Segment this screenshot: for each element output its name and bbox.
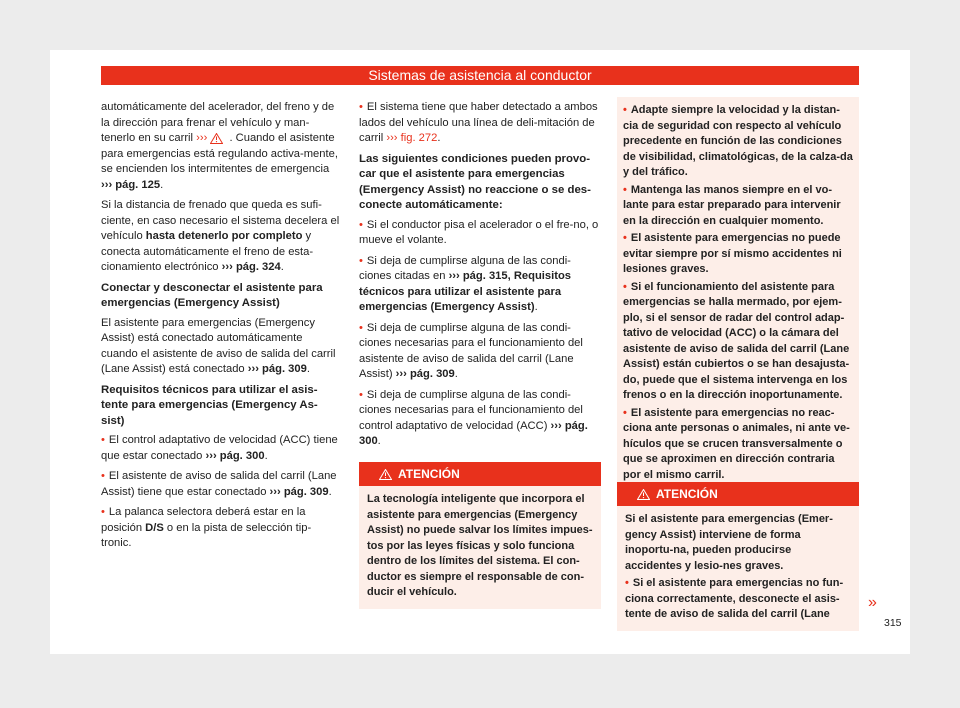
page-ref[interactable]: ››› pág. 309 — [395, 368, 455, 380]
cross-ref[interactable]: ››› — [196, 132, 208, 144]
list-item: • Adapte siempre la velocidad y la distan-cia de seguridad con respecto al vehículo precedente en función de las condiciones de visibilidad, climatológicas, de la calza-da y del tráfico. — [623, 103, 853, 181]
column-2 — [359, 100, 601, 455]
page-ref[interactable]: ››› pág. 309 — [247, 363, 307, 375]
page-ref[interactable]: ››› pág. 324 — [221, 261, 281, 273]
list-item: • Si deja de cumplirse alguna de las condi-ciones necesarias para el funcionamiento del control adaptativo de velocidad (ACC) ››› pág. 300. — [359, 388, 601, 450]
warning-continuation — [617, 97, 859, 491]
column-1 — [101, 100, 341, 557]
warning-body — [617, 506, 859, 631]
page-ref[interactable]: ››› pág. 315, Requisitos técnicos para utilizar el asistente para emergencias (Emergency Assist) — [359, 270, 572, 313]
heading-connect: Conectar y desconectar el asistente para emergencias (Emergency Assist) — [101, 281, 323, 309]
paragraph-2: Si la distancia de frenado que queda es sufi-ciente, en caso necesario el sistema decelera el vehículo hasta detenerlo por completo y conecta automáticamente el freno de esta-cionamiento electrónico ››› pág. 324. — [101, 199, 340, 273]
list-item: • El sistema tiene que haber detectado a ambos lados del vehículo una línea de deli-mitación de carril ››› fig. 272. — [359, 100, 601, 147]
list-item: • Si el asistente para emergencias no fun-ciona correctamente, desconecte el asis-tente de aviso de salida del carril (Lane — [625, 576, 851, 623]
warning-box-2 — [617, 482, 859, 631]
warning-title: ATENCIÓN — [656, 487, 718, 501]
page-ref[interactable]: ››› pág. 300 — [359, 419, 588, 447]
page-ref[interactable]: ››› pág. 300 — [205, 449, 265, 462]
paragraph-1: automáticamente del acelerador, del freno y de la dirección para frenar el vehículo y man-tenerlo en su carril ››› . Cuando el asistente para emergencias está regulando activa-mente, se encienden los intermitentes de emergencia ››› pág. 125. — [101, 101, 338, 191]
list-item: • Si deja de cumplirse alguna de las condi-ciones citadas en ››› pág. 315, Requisitos técnicos para utilizar el asistente para emergencias (Emergency Assist). — [359, 254, 601, 316]
list-item: • Mantenga las manos siempre en el vo-lante para estar preparado para intervenir en la dirección en cualquier momento. — [623, 183, 853, 230]
list-item: • La palanca selectora deberá estar en la posición D/S o en la pista de selección tip-tronic. — [101, 505, 341, 552]
paragraph-3: El asistente para emergencias (Emergency Assist) está conectado automáticamente cuando el asistente de aviso de salida del carril (Lane Assist) está conectado ››› pág. 309. — [101, 316, 336, 375]
heading-requirements: Requisitos técnicos para utilizar el asis-tente para emergencias (Emergency As-sist) — [101, 383, 318, 427]
warning-body — [359, 486, 601, 609]
warning-text: Si el asistente para emergencias (Emer-gency Assist) interviene de forma inoportu-na, pueden producirse accidentes y lesio-nes graves. — [625, 513, 833, 572]
warning-header — [359, 462, 601, 486]
warning-triangle-icon — [210, 133, 223, 144]
page-ref[interactable]: ››› pág. 309 — [269, 485, 329, 498]
warning-box — [359, 462, 601, 609]
heading-conditions: Las siguientes condiciones pueden provo-car que el asistente para emergencias (Emergency Assist) no reaccione o se des-conecte automáticamente: — [359, 152, 591, 211]
list-item: • Si deja de cumplirse alguna de las condi-ciones necesarias para el funcionamiento del asistente de aviso de salida del carril (Lane Assist) ››› pág. 309. — [359, 321, 601, 383]
warning-header — [617, 482, 859, 506]
warning-triangle-icon — [379, 469, 392, 480]
list-item: • El control adaptativo de velocidad (ACC) tiene que estar conectado ››› pág. 300. — [101, 433, 341, 464]
section-header: Sistemas de asistencia al conductor — [101, 66, 859, 85]
column-3 — [617, 97, 859, 491]
continue-mark: » — [868, 594, 877, 611]
warning-text: La tecnología inteligente que incorpora el asistente para emergencias (Emergency Assist) no puede salvar los límites impues-tos por las leyes físicas y solo funciona dentro de los límites del sistema. El con-ductor es siempre el responsable de con-ducir el vehículo. — [367, 493, 593, 598]
list-item: • El asistente de aviso de salida del carril (Lane Assist) tiene que estar conectado ››› pág. 309. — [101, 469, 341, 500]
list-item: • El asistente para emergencias no reac-ciona ante personas o animales, ni ante ve-hículos que se crucen transversalmente o que se aproximen en dirección contraria por el mismo carril. — [623, 406, 853, 484]
figure-ref[interactable]: ››› fig. 272 — [386, 132, 438, 144]
page-number: 315 — [884, 617, 902, 629]
list-item: • El asistente para emergencias no puede evitar siempre por sí mismo accidentes ni lesiones graves. — [623, 231, 853, 278]
list-item: • Si el funcionamiento del asistente para emergencias se halla mermado, por ejem-plo, si el sensor de radar del control adap-tativo de velocidad (ACC) o la cámara del asistente de aviso de salida del carril (Lane Assist) están cubiertos o se han desajusta-do, puede que el sistema intervenga en los frenos o en la dirección inoportunamente. — [623, 280, 853, 404]
list-item: • Si el conductor pisa el acelerador o el fre-no, o mueve el volante. — [359, 218, 601, 249]
warning-title: ATENCIÓN — [398, 467, 460, 481]
page-ref[interactable]: ››› pág. 125 — [101, 178, 161, 191]
warning-triangle-icon — [637, 489, 650, 500]
